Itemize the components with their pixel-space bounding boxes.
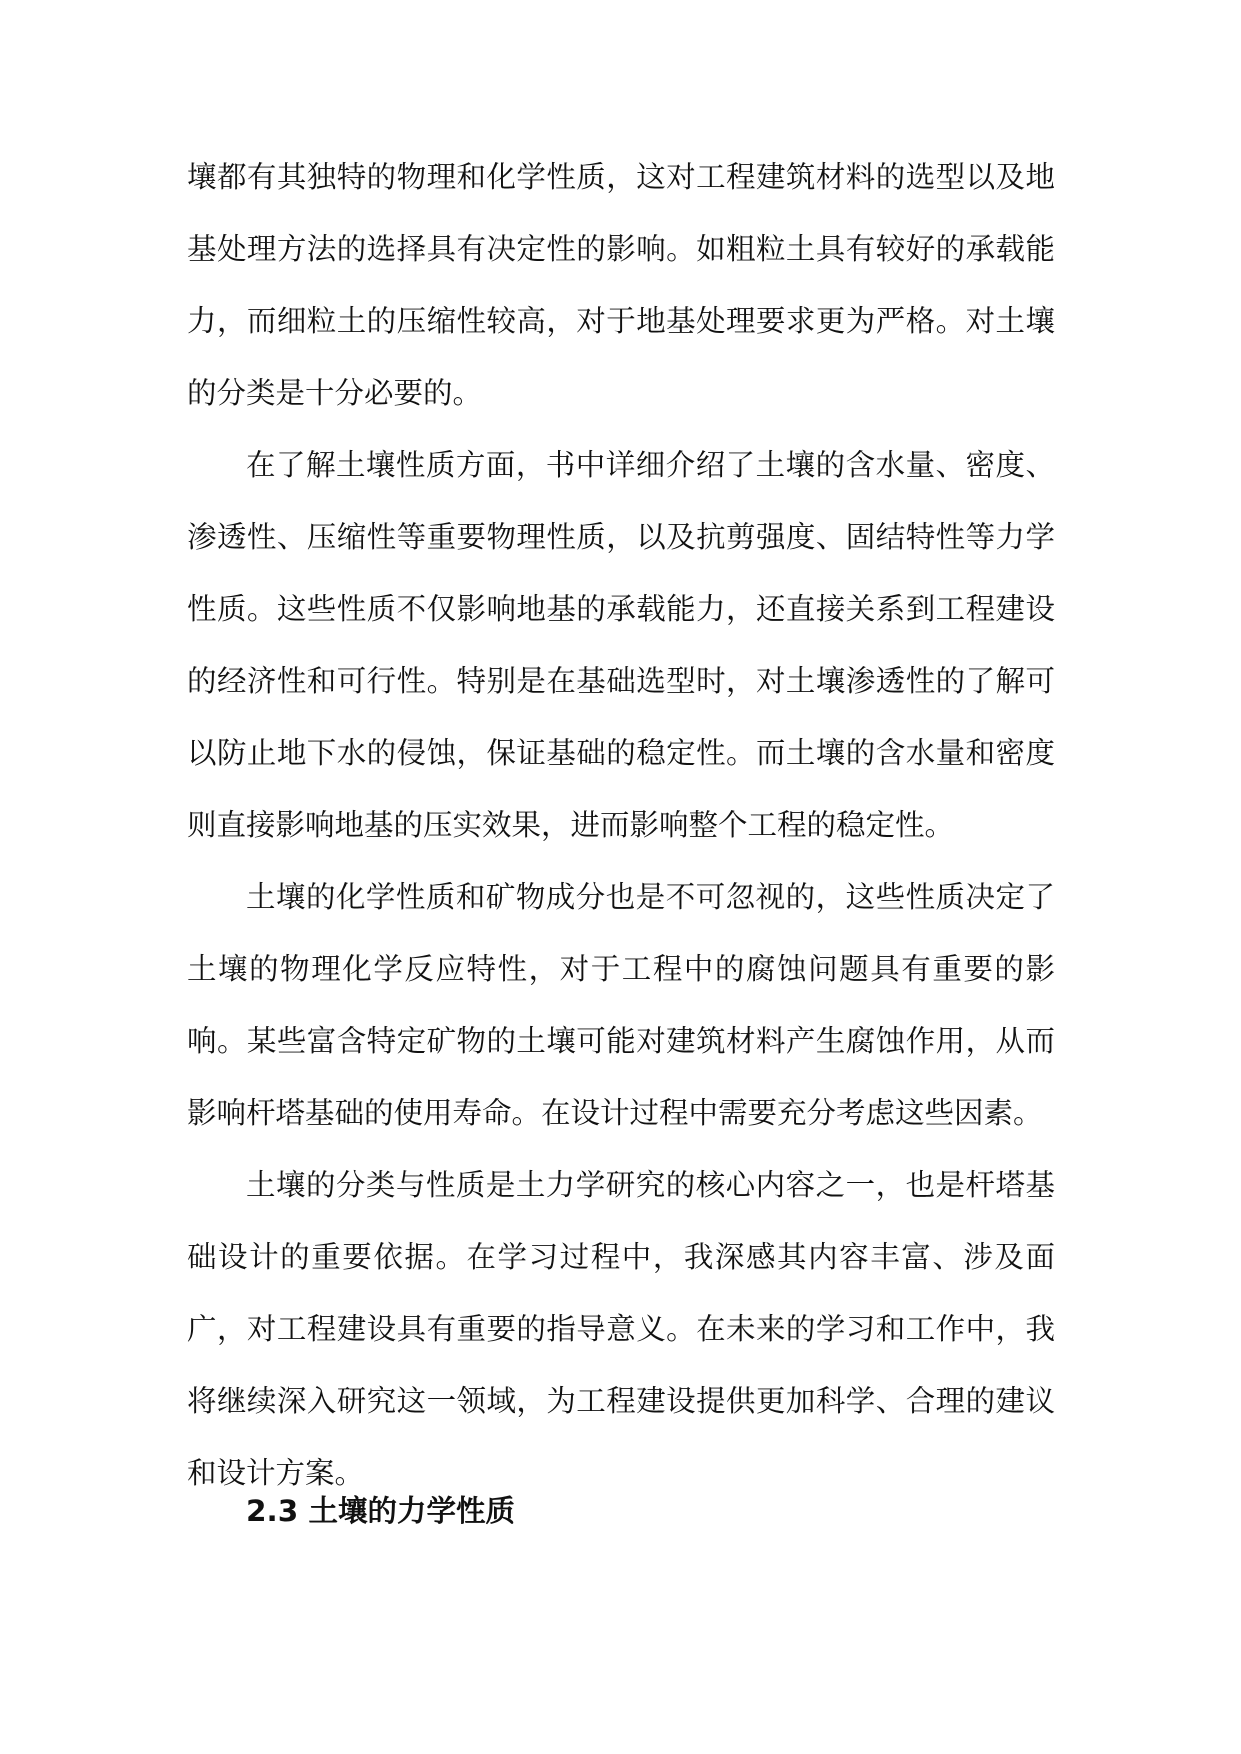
body-text	[187, 141, 1055, 1509]
paragraph-soil-classification-intro: 壤都有其独特的物理和化学性质，这对工程建筑材料的选型以及地基处理方法的选择具有决定性的影响。如粗粒土具有较好的承载能力，而细粒土的压缩性较高，对于地基处理要求更为严格。对土壤的分类是十分必要的。	[187, 160, 1055, 410]
paragraph-soil-physical-properties: 在了解土壤性质方面，书中详细介绍了土壤的含水量、密度、渗透性、压缩性等重要物理性质，以及抗剪强度、固结特性等力学性质。这些性质不仅影响地基的承载能力，还直接关系到工程建设的经济性和可行性。特别是在基础选型时，对土壤渗透性的了解可以防止地下水的侵蚀，保证基础的稳定性。而土壤的含水量和密度则直接影响地基的压实效果，进而影响整个工程的稳定性。	[187, 448, 1055, 842]
paragraph-soil-summary: 土壤的分类与性质是土力学研究的核心内容之一，也是杆塔基础设计的重要依据。在学习过程中，我深感其内容丰富、涉及面广，对工程建设具有重要的指导意义。在未来的学习和工作中，我将继续深入研究这一领域，为工程建设提供更加科学、合理的建议和设计方案。	[187, 1168, 1055, 1490]
paragraph-soil-chemical-properties: 土壤的化学性质和矿物成分也是不可忽视的，这些性质决定了土壤的物理化学反应特性，对于工程中的腐蚀问题具有重要的影响。某些富含特定矿物的土壤可能对建筑材料产生腐蚀作用，从而影响杆塔基础的使用寿命。在设计过程中需要充分考虑这些因素。	[187, 880, 1055, 1130]
section-heading: 2.3 土壤的力学性质	[246, 1494, 516, 1528]
